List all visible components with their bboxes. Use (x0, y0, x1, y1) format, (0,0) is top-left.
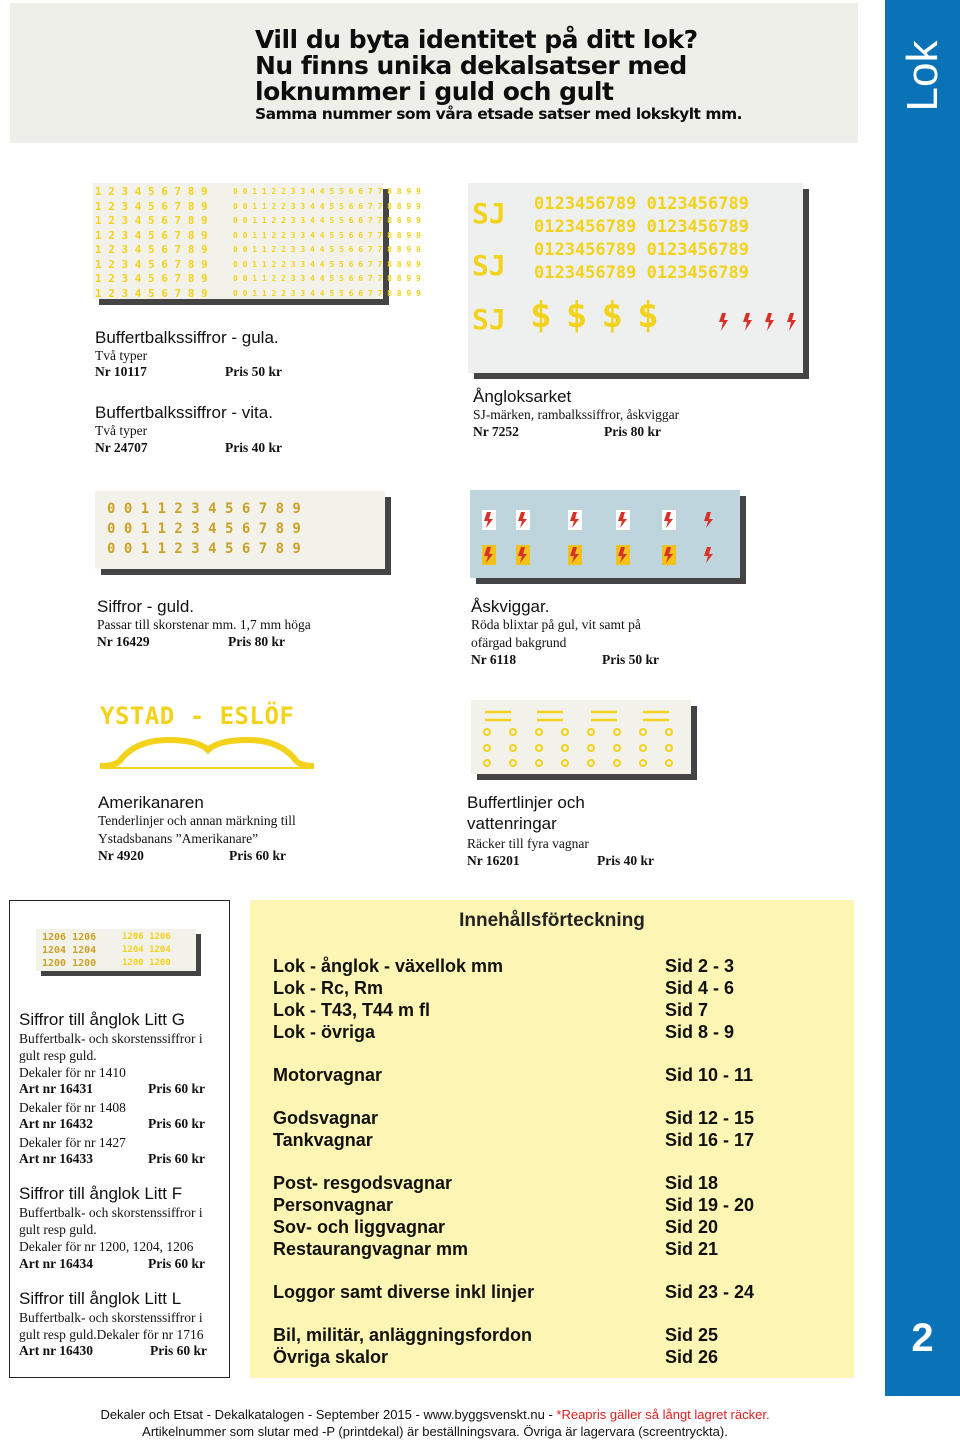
product-nr-askviggar: Nr 6118 (471, 652, 517, 667)
toc-item-label[interactable]: Post- resgodsvagnar (273, 1173, 453, 1193)
lightning-bolt-icon (718, 311, 798, 333)
decal-digit-rows: 0123456789 0123456789 0123456789 0123456789 0123456789 0123456789 0123456789 0123456789 (534, 194, 749, 283)
sj-logo: SJ (472, 249, 506, 282)
toc-item-label[interactable]: Restaurangvagnar mm (273, 1239, 469, 1259)
ystad-eslof-text: YSTAD - ESLÖF (100, 702, 295, 730)
product-nr-siffror-guld: Nr 16429 (97, 634, 150, 649)
litt-l-desc2: gult resp guld.Dekaler för nr 1716 (19, 1327, 204, 1342)
toc-item-pages: Sid 12 - 15 (665, 1108, 755, 1128)
litt-f-desc2: gult resp guld. (19, 1222, 97, 1237)
toc-item-label[interactable]: Övriga skalor (273, 1347, 389, 1367)
litt-g-art2: Art nr 16432 (19, 1116, 93, 1131)
banner-line-2: Nu finns unika dekalsatser med (255, 51, 687, 80)
toc-item-pages: Sid 21 (665, 1239, 719, 1259)
toc-item-label[interactable]: Godsvagnar (273, 1108, 379, 1128)
header-banner (10, 3, 858, 143)
decal-digits-left: 1 2 3 4 5 6 7 8 9 1 2 3 4 5 6 7 8 9 1 2 3 4 5 6 7 8 9 1 2 3 4 5 6 7 8 9 1 2 3 4 5 6 7 8 9 1 2 3 4 5 6 7 8 9 1 2 3 4 5 6 7 8 9 1 2 3 4 5 6 7 8 9 (95, 185, 208, 300)
toc-item-label[interactable]: Lok - ånglok - växellok mm (273, 956, 504, 976)
product-price-buffert-gula: Pris 50 kr (225, 364, 282, 379)
banner-line-3: loknummer i guld och gult (255, 77, 614, 106)
litt-l-art1: Art nr 16430 (19, 1343, 93, 1358)
toc-item-pages: Sid 19 - 20 (665, 1195, 755, 1215)
product-price-buffert-vita: Pris 40 kr (225, 440, 282, 455)
litt-f-title: Siffror till ånglok Litt F (19, 1184, 183, 1203)
decal-numbers-yellow: 1206 1206 1204 1204 1200 1200 (122, 932, 171, 968)
product-price-askviggar: Pris 50 kr (602, 652, 659, 667)
product-desc1-amerikanaren: Tenderlinjer och annan märkning till (98, 813, 296, 828)
toc-item-pages: Sid 10 - 11 (665, 1065, 754, 1085)
product-title-askviggar: Åskviggar. (471, 597, 550, 616)
litt-g-price2: Pris 60 kr (148, 1116, 205, 1131)
litt-g-dekal1: Dekaler för nr 1410 (19, 1065, 126, 1080)
litt-f-dekal1: Dekaler för nr 1200, 1204, 1206 (19, 1239, 194, 1254)
decal-image-litt-g (36, 929, 196, 971)
litt-g-art3: Art nr 16433 (19, 1151, 93, 1166)
product-sub-buffert-gula: Två typer (95, 348, 148, 363)
toc-item-pages: Sid 16 - 17 (665, 1130, 755, 1150)
decal-image-askviggar (470, 490, 740, 578)
product-desc-siffror-guld: Passar till skorstenar mm. 1,7 mm höga (97, 617, 311, 632)
product-title2-bufferlinjer: vattenringar (467, 814, 557, 833)
product-nr-buffert-gula: Nr 10117 (95, 364, 147, 379)
litt-f-art1: Art nr 16434 (19, 1256, 93, 1271)
product-desc2-askviggar: ofärgad bakgrund (471, 635, 567, 650)
section-tab (885, 0, 960, 1396)
litt-g-price3: Pris 60 kr (148, 1151, 205, 1166)
decal-digits-right: 0 0 1 1 2 2 3 3 4 4 5 5 6 6 7 7 8 8 9 9 0 0 1 1 2 2 3 3 4 4 5 5 6 6 7 7 8 8 9 9 0 0 1 1 2 2 3 3 4 4 5 5 6 6 7 7 8 8 9 9 0 0 1 1 2 2 3 3 4 4 5 5 6 6 7 7 8 8 9 9 0 0 1 1 2 2 3 3 4 4 5 5 6 6 7 7 8 8 9 9 0 0 1 1 2 2 3 3 4 4 5 5 6 6 7 7 8 8 9 9 0 0 1 1 2 2 3 3 4 4 5 5 6 6 7 7 8 8 9 9 0 0 1 1 2 2 3 3 4 4 5 5 6 6 7 7 8 8 9 9 (233, 187, 421, 298)
decal-image-buffertbalk (93, 183, 421, 300)
footer-line-1 (0, 1407, 870, 1422)
litt-l-desc1: Buffertbalk- och skorstenssiffror i (19, 1310, 203, 1325)
litt-g-art1: Art nr 16431 (19, 1081, 93, 1096)
litt-g-dekal2: Dekaler för nr 1408 (19, 1100, 126, 1115)
decal-image-bufferlinjer (471, 700, 691, 774)
litt-g-desc2: gult resp guld. (19, 1048, 97, 1063)
toc-item-pages: Sid 25 (665, 1325, 719, 1345)
footer-sale-note: *Reapris gäller så långt lagret räcker. (556, 1407, 770, 1422)
litt-g-dekal3: Dekaler för nr 1427 (19, 1135, 126, 1150)
toc-item-pages: Sid 18 (665, 1173, 719, 1193)
toc-item-label[interactable]: Lok - T43, T44 m fl (273, 1000, 431, 1020)
toc-item-pages: Sid 23 - 24 (665, 1282, 755, 1302)
product-desc1-askviggar: Röda blixtar på gul, vit samt på (471, 617, 641, 632)
litt-f-desc1: Buffertbalk- och skorstenssiffror i (19, 1205, 203, 1220)
banner-line-4: Samma nummer som våra etsade satser med lokskylt mm. (255, 105, 743, 123)
toc-item-pages: Sid 20 (665, 1217, 719, 1237)
page-number: 2 (911, 1316, 934, 1360)
product-desc-angloksarket: SJ-märken, rambalkssiffror, åskviggar (473, 407, 680, 422)
banner-line-1: Vill du byta identitet på ditt lok? (255, 25, 698, 54)
footer-catalog-info: Dekaler och Etsat - Dekalkatalogen - September 2015 - www.byggsvenskt.nu - (100, 1407, 557, 1422)
tender-line-graphic (98, 730, 316, 772)
decal-image-siffror-guld (95, 491, 385, 569)
decal-numbers-gold: 1206 1206 1204 1204 1200 1200 (42, 932, 97, 969)
toc-item-label[interactable]: Lok - övriga (273, 1022, 376, 1042)
toc-item-label[interactable]: Lok - Rc, Rm (273, 978, 384, 998)
product-nr-buffert-vita: Nr 24707 (95, 440, 148, 455)
litt-l-price1: Pris 60 kr (150, 1343, 207, 1358)
toc-item-pages: Sid 4 - 6 (665, 978, 735, 998)
buffer-lines-graphic (471, 700, 691, 774)
decal-image-amerikanaren (98, 700, 318, 775)
product-nr-angloksarket: Nr 7252 (473, 424, 519, 439)
product-price-angloksarket: Pris 80 kr (604, 424, 661, 439)
litt-f-price1: Pris 60 kr (148, 1256, 205, 1271)
product-title-buffert-gula: Buffertbalkssiffror - gula. (95, 328, 279, 347)
litt-g-title: Siffror till ånglok Litt G (19, 1010, 185, 1029)
product-title-siffror-guld: Siffror - guld. (97, 597, 195, 616)
product-title-buffert-vita: Buffertbalkssiffror - vita. (95, 403, 273, 422)
product-price-bufferlinjer: Pris 40 kr (597, 853, 654, 868)
toc-item-pages: Sid 8 - 9 (665, 1022, 735, 1042)
toc-item-label[interactable]: Personvagnar (273, 1195, 394, 1215)
toc-item-label[interactable]: Tankvagnar (273, 1130, 373, 1150)
section-tab-label: Lok (897, 40, 947, 112)
product-desc2-amerikanaren: Ystadsbanans ”Amerikanare” (98, 831, 259, 846)
toc-item-pages: Sid 26 (665, 1347, 719, 1367)
sj-logo: SJ (472, 197, 506, 230)
product-title-amerikanaren: Amerikanaren (98, 793, 204, 812)
sj-logo: SJ (472, 303, 506, 336)
product-nr-bufferlinjer: Nr 16201 (467, 853, 520, 868)
toc-item-label[interactable]: Bil, militär, anläggningsfordon (273, 1325, 533, 1345)
decal-image-angloksarket (468, 183, 803, 373)
toc-item-label[interactable]: Motorvagnar (273, 1065, 383, 1085)
toc-item-pages: Sid 7 (665, 1000, 709, 1020)
product-title-angloksarket: Ångloksarket (473, 387, 572, 406)
litt-l-title: Siffror till ånglok Litt L (19, 1289, 182, 1308)
toc-item-label[interactable]: Sov- och liggvagnar (273, 1217, 446, 1237)
toc-title: Innehållsförteckning (459, 910, 645, 931)
product-sub-buffert-vita: Två typer (95, 423, 148, 438)
litt-g-price1: Pris 60 kr (148, 1081, 205, 1096)
litt-g-desc1: Buffertbalk- och skorstenssiffror i (19, 1031, 203, 1046)
product-price-siffror-guld: Pris 80 kr (228, 634, 285, 649)
footer-line-2: Artikelnummer som slutar med -P (printdekal) är beställningsvara. Övriga är lagervara (screentryckta). (142, 1424, 728, 1439)
sj-emblem-icon: $$$$ (530, 295, 673, 336)
product-price-amerikanaren: Pris 60 kr (229, 848, 286, 863)
product-nr-amerikanaren: Nr 4920 (98, 848, 144, 863)
product-title1-bufferlinjer: Buffertlinjer och (467, 793, 585, 812)
gold-digit-rows: 0 0 1 1 2 3 4 5 6 7 8 9 0 0 1 1 2 3 4 5 6 7 8 9 0 0 1 1 2 3 4 5 6 7 8 9 (107, 501, 301, 557)
lightning-bolt-icon (470, 490, 740, 578)
toc-item-pages: Sid 2 - 3 (665, 956, 735, 976)
product-desc-bufferlinjer: Räcker till fyra vagnar (467, 836, 589, 851)
toc-item-label[interactable]: Loggor samt diverse inkl linjer (273, 1282, 535, 1302)
